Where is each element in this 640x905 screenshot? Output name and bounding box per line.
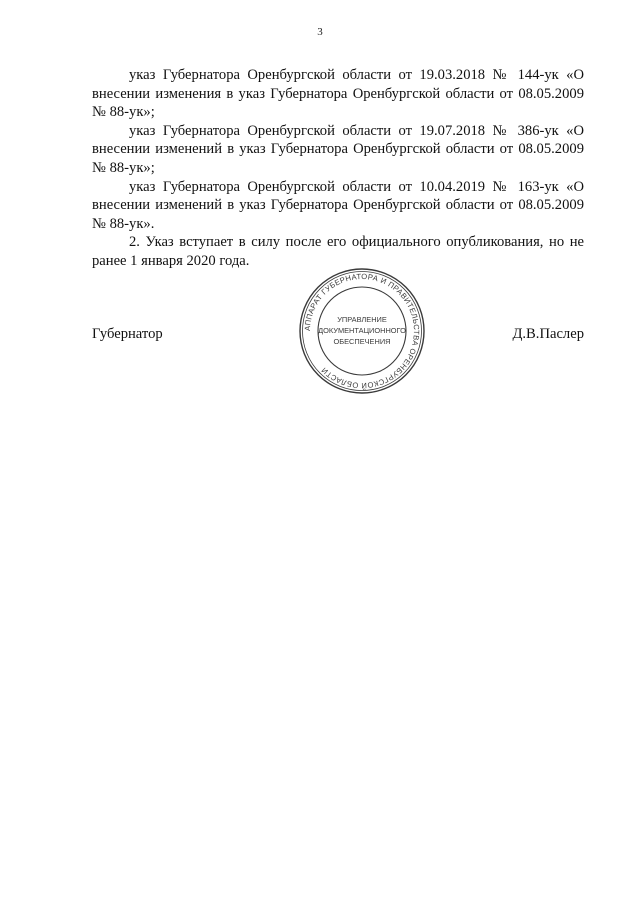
signatory-position: Губернатор: [92, 326, 163, 342]
page-number: 3: [317, 26, 323, 38]
decree-item-3: указ Губернатора Оренбургской области от 10.04.2019 № 163-ук «О внесении изменений в указ Губернатора Оренбургской области от 08.05.2009 № 88-ук».: [92, 178, 584, 232]
seal-ring-text: АППАРАТ ГУБЕРНАТОРА И ПРАВИТЕЛЬСТВА ОРЕНБУРГСКОЙ ОБЛАСТИ: [302, 271, 422, 391]
decree-item-2: указ Губернатора Оренбургской области от 19.07.2018 № 386-ук «О внесении изменений в указ Губернатора Оренбургской области от 08.05.2009 № 88-ук»;: [92, 122, 584, 176]
seal-center-line-2: ДОКУМЕНТАЦИОННОГО: [318, 326, 406, 335]
signatory-name: Д.В.Паслер: [512, 326, 584, 342]
official-seal: [297, 266, 427, 396]
document-body: [92, 66, 584, 271]
effective-date-clause: 2. Указ вступает в силу после его официального опубликования, но не ранее 1 января 2020 года.: [92, 234, 584, 269]
seal-icon: [297, 266, 427, 396]
seal-center-line-1: УПРАВЛЕНИЕ: [337, 315, 387, 324]
seal-center-line-3: ОБЕСПЕЧЕНИЯ: [333, 337, 391, 346]
decree-item-1: указ Губернатора Оренбургской области от 19.03.2018 № 144-ук «О внесении изменения в указ Губернатора Оренбургской области от 08.05.2009 № 88-ук»;: [92, 67, 584, 121]
